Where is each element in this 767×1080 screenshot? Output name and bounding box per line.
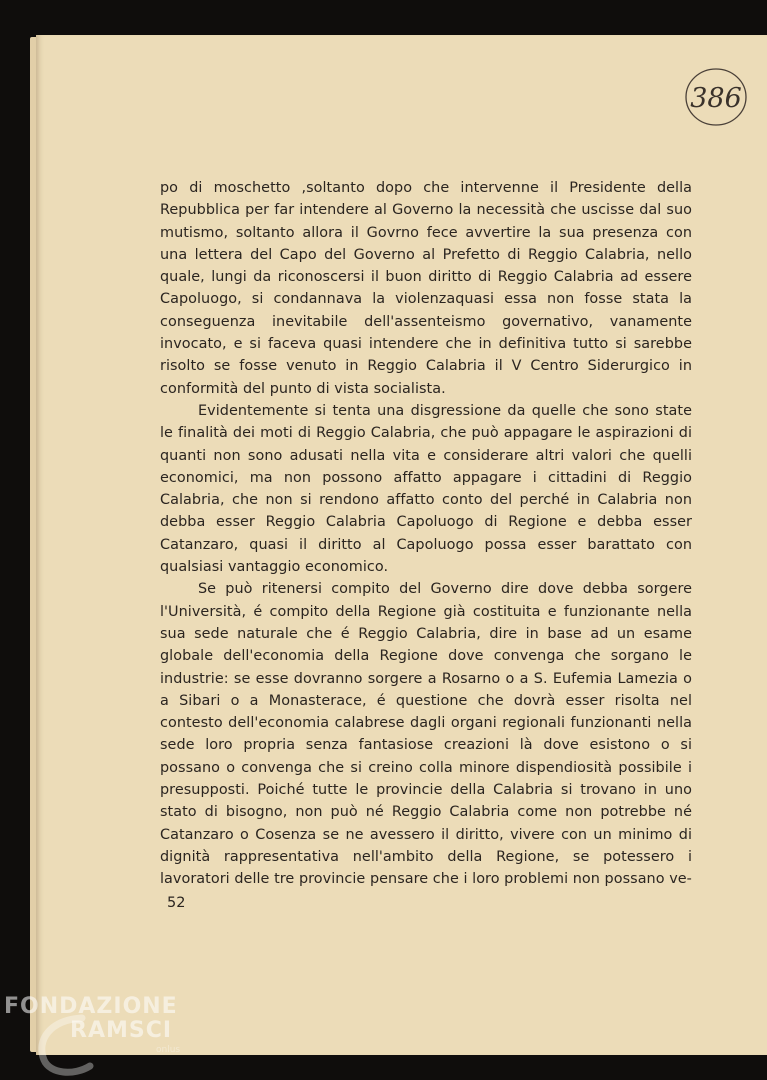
handwritten-circle-icon [684,66,748,128]
watermark-line-3: onlus [156,1045,181,1055]
watermark-line-1: FONDAZIONE [4,994,178,1019]
paragraph-2: Evidentemente si tenta una disgressione da quelle che sono state le finalità dei moti di Reggio Calabria, che può appagare le aspirazioni di quanti non sono adusati nella vita e considerare altri valori che quelli economici, ma non possono affatto appagare i cittadini di Reggio Calabria, che non si rendono affatto conto del perché in Calabria non debba esser Reggio Calabria Capoluogo di Regione e debba esser Catanzaro, quasi il diritto al Capoluogo possa esser barattato con qualsiasi vantaggio economico. [160,402,692,576]
archive-number-mark [684,66,748,128]
paragraph-3: Se può ritenersi compito del Governo dire dove debba sorgere l'Università, é compito della Regione già costituita e funzionante nella sua sede naturale che é Reggio Calabria, dire in base ad un esame globale dell'economia della Regione dove convenga che sorgano le industrie: se esse dovranno sorgere a Rosarno o a S. Eufemia Lamezia o a Sibari o a Monasterace, é questione che dovrà esser risolta nel contesto dell'economia calabrese dagli organi regionali funzionanti nella sede loro propria senza fantasiose creazioni là dove esistono o si possano o convenga che si creino colla minore dispendiosità possibile i presupposti. Poiché tutte le provincie della Calabria si trovano in uno stato di bisogno, non può né Reggio Calabria come non potrebbe né Catanzaro o Cosenza se ne avessero il diritto, vivere con un minimo di dignità rappresentativa nell'ambito della Regione, se potessero i lavoratori delle tre provincie pensare che i loro problemi non possano ve- [160,581,692,888]
watermark-line-2: RAMSCI [70,1018,173,1043]
watermark-logo [4,996,180,1055]
archive-number-text: 386 [690,83,742,114]
body-text [160,177,692,891]
page-number: 52 [167,895,186,911]
paragraph-1: po di moschetto ,soltanto dopo che intervenne il Presidente della Repubblica per far intendere al Governo la necessità che uscisse dal suo mutismo, soltanto allora il Govrno fece avvertire la sua presenza con una lettera del Capo del Governo al Prefetto di Reggio Calabria, nello quale, lungi da riconoscersi il buon diritto di Reggio Calabria ad essere Capoluogo, si condannava la violenzaquasi essa non fosse stata la conseguenza inevitabile dell'assenteismo governativo, vanamente invocato, e si faceva quasi intendere che in definitiva tutto si sarebbe risolto se fosse venuto in Reggio Calabria il V Centro Siderurgico in conformità del punto di vista socialista. [160,180,692,397]
